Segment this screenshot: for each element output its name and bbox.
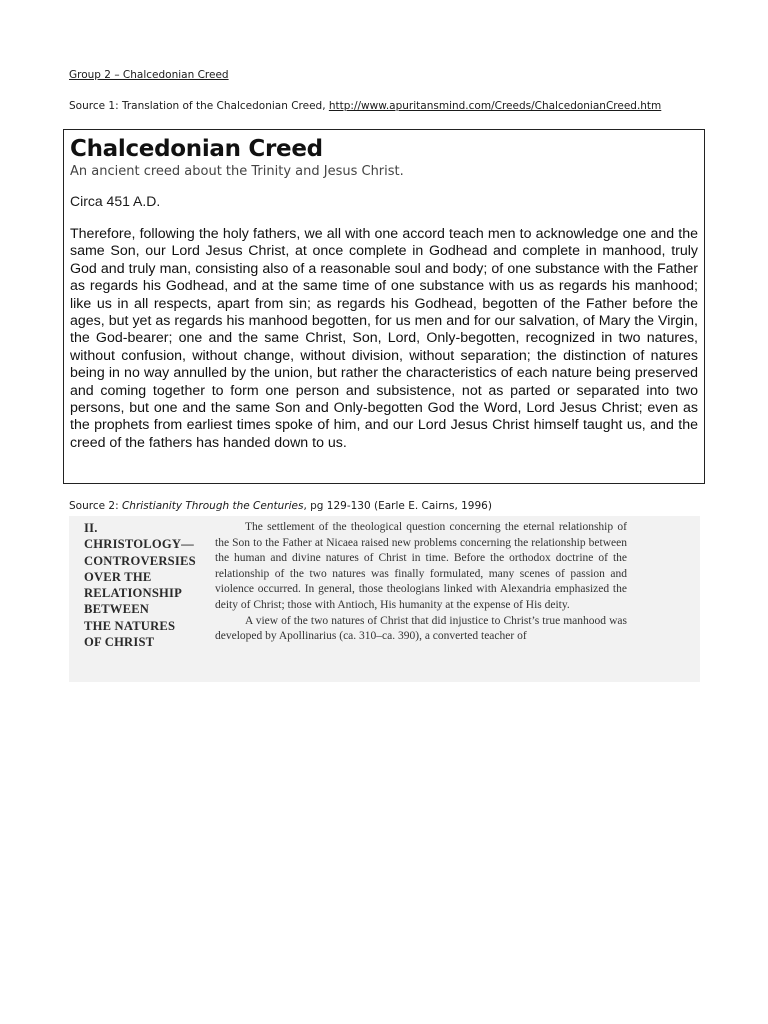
source-1-citation <box>69 99 661 113</box>
source-2-citation <box>69 499 492 513</box>
creed-body-text: Therefore, following the holy fathers, we all with one accord teach men to acknowledge one and the same Son, our Lord Jesus Christ, at once complete in Godhead and complete in manhood, truly God and truly man, consisting also of a reasonable soul and body; of one substance with the Father as regards his Godhead, and at the same time of one substance with us as regards his manhood; like us in all respects, apart from sin; as regards his Godhead, begotten of the Father before the ages, but yet as regards his manhood begotten, for us men and for our salvation, of Mary the Virgin, the God-bearer; one and the same Christ, Son, Lord, Only-begotten, recognized in two natures, without confusion, without change, without division, without separation; the distinction of natures being in no way annulled by the union, but rather the characteristics of each nature being preserved and coming together to form one person and subsistence, not as parted or separated into two persons, but one and the same Son and Only-begotten God the Word, Lord Jesus Christ; even as the prophets from earliest times spoke of him, and our Lord Jesus Christ himself taught us, and the creed of the fathers has handed down to us. <box>70 226 698 451</box>
book-heading-line: II. <box>84 521 98 535</box>
book-heading-line: BETWEEN <box>84 602 150 617</box>
book-excerpt-text <box>215 520 627 645</box>
book-heading-line: OF CHRIST <box>84 635 155 650</box>
book-heading-line: THE NATURES <box>84 618 176 633</box>
creed-text-box <box>63 129 705 484</box>
book-paragraph-1: The settlement of the theological question concerning the eternal relationship of the Son to the Father at Nicaea raised new problems concerning the relationship between the human and divine natures of Christ in time. Before the orthodox doctrine of the relationship of the two natures was finally formulated, many scenes of passion and violence occurred. In general, those theologians linked with Alexandria emphasized the deity of Christ; those with Antioch, His humanity at the expense of His deity. <box>215 521 627 611</box>
book-paragraph-2: A view of the two natures of Christ that did injustice to Christ’s true manhood was developed by Apollinarius (ca. 310–ca. 390), a converted teacher of <box>215 614 627 643</box>
source-2-suffix: , pg 129-130 (Earle E. Cairns, 1996) <box>303 500 492 512</box>
creed-date: Circa 451 A.D. <box>70 193 161 209</box>
book-heading-line: CHRISTOLOGY— <box>84 537 194 552</box>
source-2-prefix: Source 2: <box>69 500 122 512</box>
creed-title: Chalcedonian Creed <box>70 136 323 162</box>
source-1-prefix: Source 1: Translation of the Chalcedonian Creed, <box>69 100 329 112</box>
book-heading-line: RELATIONSHIP <box>84 586 183 601</box>
book-heading-line: CONTROVERSIES <box>84 553 196 568</box>
book-section-heading <box>84 520 214 650</box>
group-title: Group 2 – Chalcedonian Creed <box>69 69 229 81</box>
book-heading-line: OVER THE <box>84 569 152 584</box>
source-1-url-link[interactable]: http://www.apuritansmind.com/Creeds/ChalcedonianCreed.htm <box>328 100 662 112</box>
book-excerpt-scan <box>69 516 700 682</box>
source-2-book-title: Christianity Through the Centuries <box>121 500 304 512</box>
creed-subtitle: An ancient creed about the Trinity and Jesus Christ. <box>70 164 404 179</box>
